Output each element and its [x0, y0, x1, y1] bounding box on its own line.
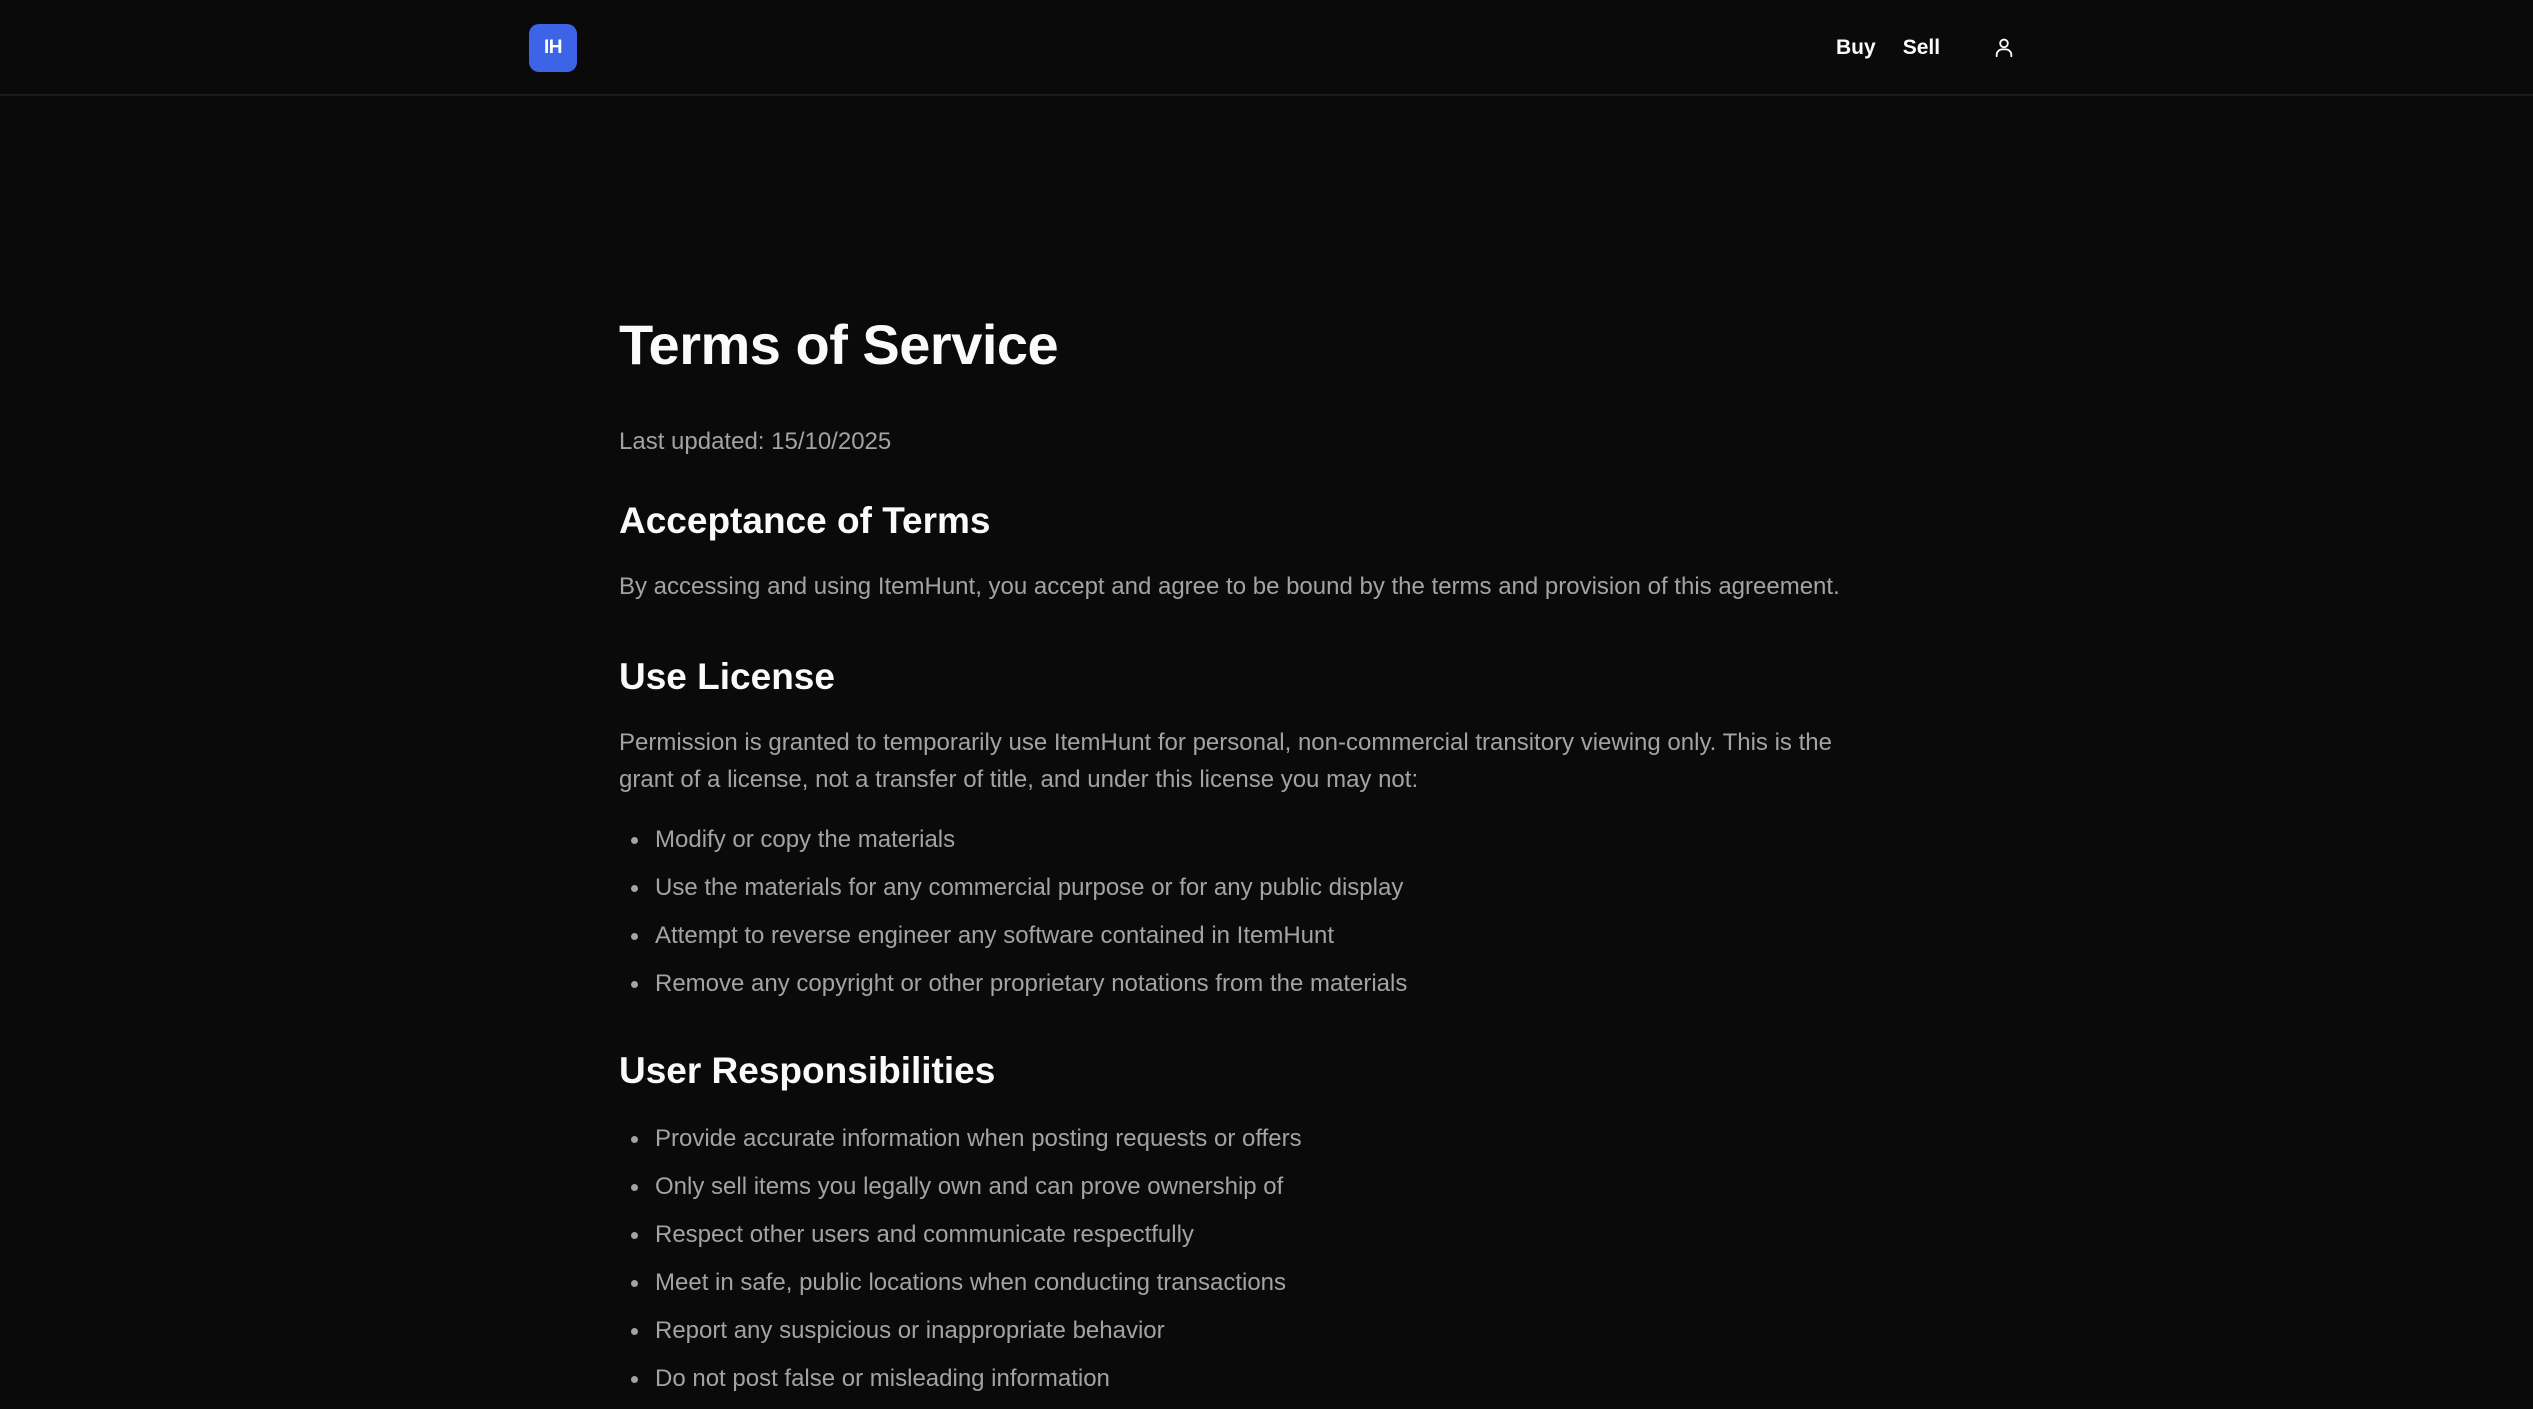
list-item	[619, 870, 1407, 918]
list-item-text: Only sell items you legally own and can prove ownership of	[655, 1173, 1284, 1200]
site-header	[0, 0, 2533, 96]
list-item-text: Attempt to reverse engineer any software contained in ItemHunt	[655, 922, 1335, 949]
list-item-text: Use the materials for any commercial purpose or for any public display	[655, 874, 1404, 901]
logo-text: IH	[544, 37, 562, 58]
bullet-icon	[631, 837, 638, 844]
list-item	[619, 1265, 1302, 1313]
section-heading-acceptance: Acceptance of Terms	[619, 500, 991, 541]
bullet-icon	[631, 933, 638, 940]
bullet-icon	[631, 1328, 638, 1335]
section-heading-use-license: Use License	[619, 656, 835, 697]
list-item	[619, 822, 1407, 870]
page-title: Terms of Service	[619, 313, 1059, 376]
main-nav	[1830, 0, 2020, 96]
bullet-icon	[631, 1232, 638, 1239]
list-item	[619, 1361, 1302, 1409]
section-heading-user-responsibilities: User Responsibilities	[619, 1050, 996, 1091]
list-item	[619, 1217, 1302, 1265]
logo-button[interactable]	[529, 24, 577, 72]
user-icon	[1993, 37, 2015, 59]
list-item-text: Meet in safe, public locations when conducting transactions	[655, 1269, 1287, 1296]
bullet-icon	[631, 1136, 638, 1143]
list-item-text: Modify or copy the materials	[655, 826, 956, 853]
bullet-icon	[631, 1280, 638, 1287]
nav-link-buy[interactable]: Buy	[1836, 36, 1876, 59]
list-item	[619, 918, 1407, 966]
bullet-icon	[631, 981, 638, 988]
bullet-icon	[631, 885, 638, 892]
bullet-icon	[631, 1376, 638, 1383]
list-item	[619, 1121, 1302, 1169]
section-paragraph-acceptance: By accessing and using ItemHunt, you accept and agree to be bound by the terms and provision of this agreement.	[619, 573, 1840, 600]
list-item-text: Provide accurate information when posting requests or offers	[655, 1125, 1302, 1152]
user-account-button[interactable]	[1988, 32, 2020, 64]
use-license-list	[619, 822, 1407, 1014]
list-item-text: Report any suspicious or inappropriate behavior	[655, 1317, 1165, 1344]
list-item-text: Remove any copyright or other proprietary notations from the materials	[655, 970, 1408, 997]
nav-link-sell[interactable]: Sell	[1902, 36, 1941, 59]
list-item-text: Do not post false or misleading information	[655, 1365, 1110, 1392]
list-item-text: Respect other users and communicate respectfully	[655, 1221, 1194, 1248]
list-item	[619, 1169, 1302, 1217]
last-updated: Last updated: 15/10/2025	[619, 428, 892, 455]
section-paragraph-use-license: Permission is granted to temporarily use ItemHunt for personal, non-commercial transitory viewing only. This is the grant of a license, not a transfer of title, and under this license you may not:	[619, 729, 1832, 793]
user-responsibilities-list	[619, 1121, 1302, 1409]
list-item	[619, 1313, 1302, 1361]
bullet-icon	[631, 1184, 638, 1191]
list-item	[619, 966, 1407, 1014]
